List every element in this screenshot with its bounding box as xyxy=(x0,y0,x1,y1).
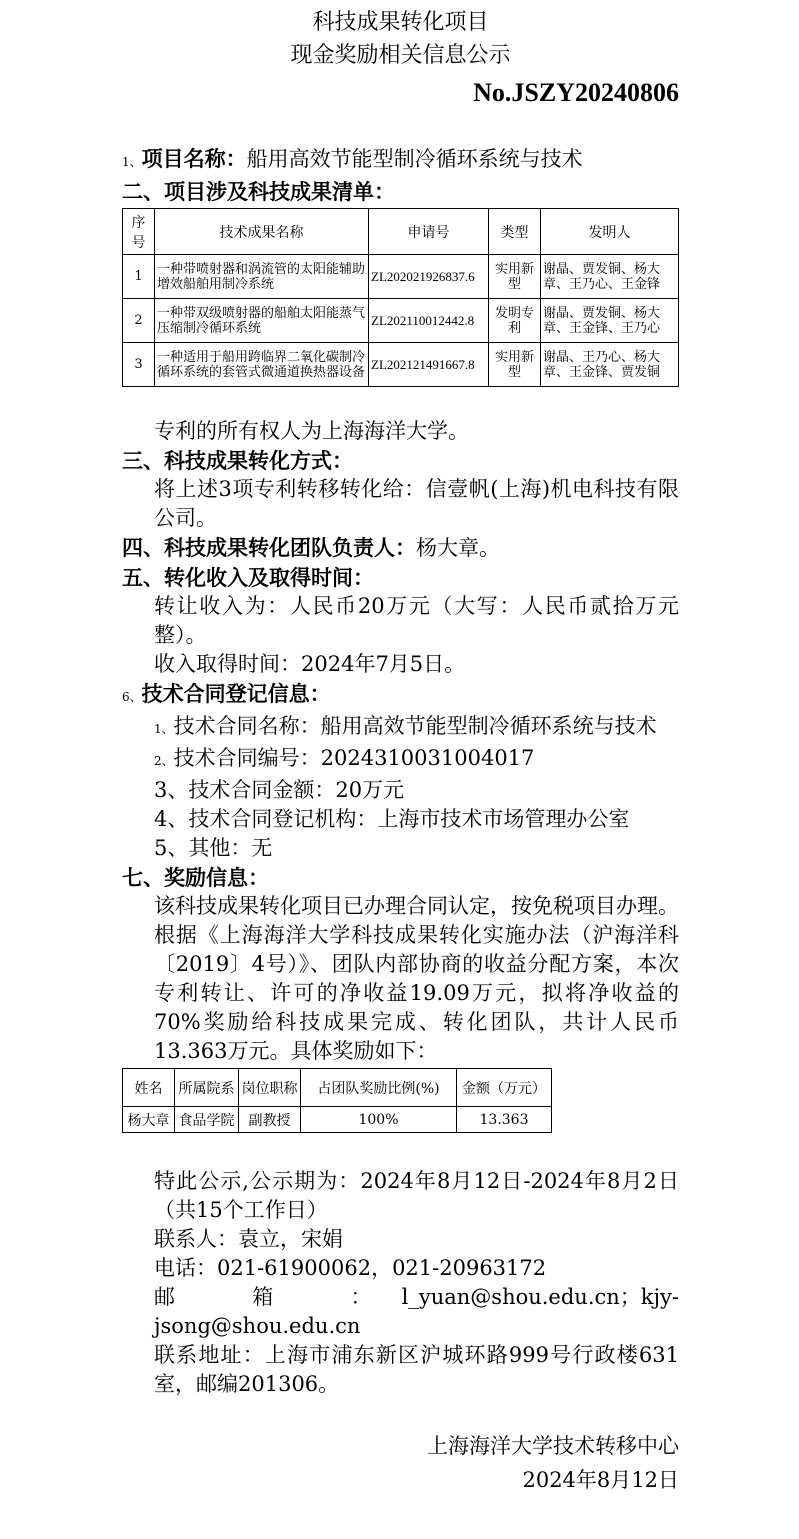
reward-table xyxy=(122,1068,552,1133)
contract-item5: 5、其他：无 xyxy=(154,836,273,860)
email-label: 邮 箱 ： xyxy=(154,1285,384,1309)
email-value: l_yuan@shou.edu.cn；kjy-jsong@shou.edu.cn xyxy=(154,1285,679,1338)
col-name-header: 技术成果名称 xyxy=(155,209,369,255)
contract-item2-num: 2、 xyxy=(154,754,174,768)
doc-number: No.JSZY20240806 xyxy=(473,78,679,107)
section6 xyxy=(122,679,679,712)
table-header-row xyxy=(123,209,679,255)
row-app: ZL202121491667.8 xyxy=(369,343,489,387)
reward-col-amount: 金额（万元） xyxy=(457,1069,552,1107)
doc-title-line1: 科技成果转化项目 xyxy=(312,10,489,35)
col-app-header: 申请号 xyxy=(369,209,489,255)
team-leader: 杨大章。 xyxy=(416,536,500,560)
section5-income: 转让收入为：人民币20万元（大写：人民币贰拾万元整）。 xyxy=(154,594,679,647)
notice-phone: 电话：021-61900062，021-20963172 xyxy=(154,1256,547,1280)
col-inventor-header: 发明人 xyxy=(541,209,679,255)
reward-col-dept: 所属院系 xyxy=(175,1069,239,1107)
achievements-table xyxy=(122,208,679,387)
section1-label: 项目名称： xyxy=(141,146,247,171)
reward-header-row xyxy=(123,1069,552,1107)
row-name: 一种适用于船用跨临界二氧化碳制冷循环系统的套管式微通道换热器设备 xyxy=(155,343,369,387)
reward-col-name: 姓名 xyxy=(123,1069,175,1107)
notice-period: 特此公示,公示期为：2024年8月12日-2024年8月2日（共15个工作日） xyxy=(154,1169,679,1222)
reward-col-title: 岗位职称 xyxy=(239,1069,301,1107)
project-name: 船用高效节能型制冷循环系统与技术 xyxy=(246,147,583,171)
row-type: 实用新型 xyxy=(489,255,541,299)
row-inventors: 谢晶、贾发铜、杨大章、王金锋、王乃心 xyxy=(541,299,679,343)
signature-org: 上海海洋大学技术转移中心 xyxy=(427,1434,679,1458)
row-no: 3 xyxy=(123,343,155,387)
col-type-header: 类型 xyxy=(489,209,541,255)
contract-item1 xyxy=(122,712,679,744)
row-no: 2 xyxy=(123,299,155,343)
reward-col-ratio: 占团队奖励比例(%) xyxy=(301,1069,457,1107)
row-app: ZL202110012442.8 xyxy=(369,299,489,343)
row-inventors: 谢晶、王乃心、杨大章、王金锋、贾发铜 xyxy=(541,343,679,387)
reward-dept: 食品学院 xyxy=(175,1107,239,1133)
table-row xyxy=(123,1107,552,1133)
row-name: 一种带双级喷射器的船舶太阳能蒸气压缩制冷循环系统 xyxy=(155,299,369,343)
section1 xyxy=(122,144,679,177)
contract-item2-text: 技术合同编号：2024310031004017 xyxy=(173,746,535,770)
doc-title-line2: 现金奖励相关信息公示 xyxy=(290,43,511,68)
section4 xyxy=(122,533,679,563)
col-no-header: 序号 xyxy=(123,209,155,255)
notice-contact: 联系人：袁立，宋娟 xyxy=(154,1227,343,1251)
row-name: 一种带喷射器和涡流管的太阳能辅助增效船舶用制冷系统 xyxy=(155,255,369,299)
row-no: 1 xyxy=(123,255,155,299)
contract-item4: 4、技术合同登记机构：上海市技术市场管理办公室 xyxy=(154,807,630,831)
section6-num: 6、 xyxy=(122,690,142,704)
table-row xyxy=(123,343,679,387)
notice-email xyxy=(122,1283,679,1341)
document-page xyxy=(0,6,799,1539)
section7-heading: 七、奖励信息： xyxy=(122,865,269,890)
section3-heading: 三、科技成果转化方式： xyxy=(122,448,353,473)
contract-item2 xyxy=(122,744,679,776)
section4-heading: 四、科技成果转化团队负责人： xyxy=(122,535,416,560)
contract-item3: 3、技术合同金额：20万元 xyxy=(154,778,405,802)
reward-amount: 13.363 xyxy=(457,1107,552,1133)
table-row xyxy=(123,299,679,343)
row-app: ZL202021926837.6 xyxy=(369,255,489,299)
notice-address: 联系地址：上海市浦东新区沪城环路999号行政楼631室，邮编201306。 xyxy=(154,1343,679,1396)
row-type: 发明专利 xyxy=(489,299,541,343)
section2-heading: 二、项目涉及科技成果清单： xyxy=(122,179,395,204)
section6-heading: 技术合同登记信息： xyxy=(141,681,331,706)
row-inventors: 谢晶、贾发铜、杨大章、王乃心、王金锋 xyxy=(541,255,679,299)
section1-num: 1、 xyxy=(122,155,142,169)
reward-title: 副教授 xyxy=(239,1107,301,1133)
reward-ratio: 100% xyxy=(301,1107,457,1133)
section5-heading: 五、转化收入及取得时间： xyxy=(122,565,374,590)
owner-line: 专利的所有权人为上海海洋大学。 xyxy=(154,419,469,443)
row-type: 实用新型 xyxy=(489,343,541,387)
contract-item1-text: 技术合同名称：船用高效节能型制冷循环系统与技术 xyxy=(173,714,657,738)
reward-name: 杨大章 xyxy=(123,1107,175,1133)
section3-body: 将上述3项专利转移转化给：信壹帆(上海)机电科技有限公司。 xyxy=(154,477,679,530)
section7-body: 该科技成果转化项目已办理合同认定，按免税项目办理。根据《上海海洋大学科技成果转化实施办法（沪海洋科〔2019〕4号）》、团队内部协商的收益分配方案，本次专利转让、许可的净收益19.09万元，拟将净收益的70%奖励给科技成果完成、转化团队，共计人民币13.363万元。具体奖励如下： xyxy=(154,894,679,1063)
table-row xyxy=(123,255,679,299)
signature-date: 2024年8月12日 xyxy=(522,1468,679,1492)
section5-time: 收入取得时间：2024年7月5日。 xyxy=(154,652,466,676)
contract-item1-num: 1、 xyxy=(154,722,174,736)
